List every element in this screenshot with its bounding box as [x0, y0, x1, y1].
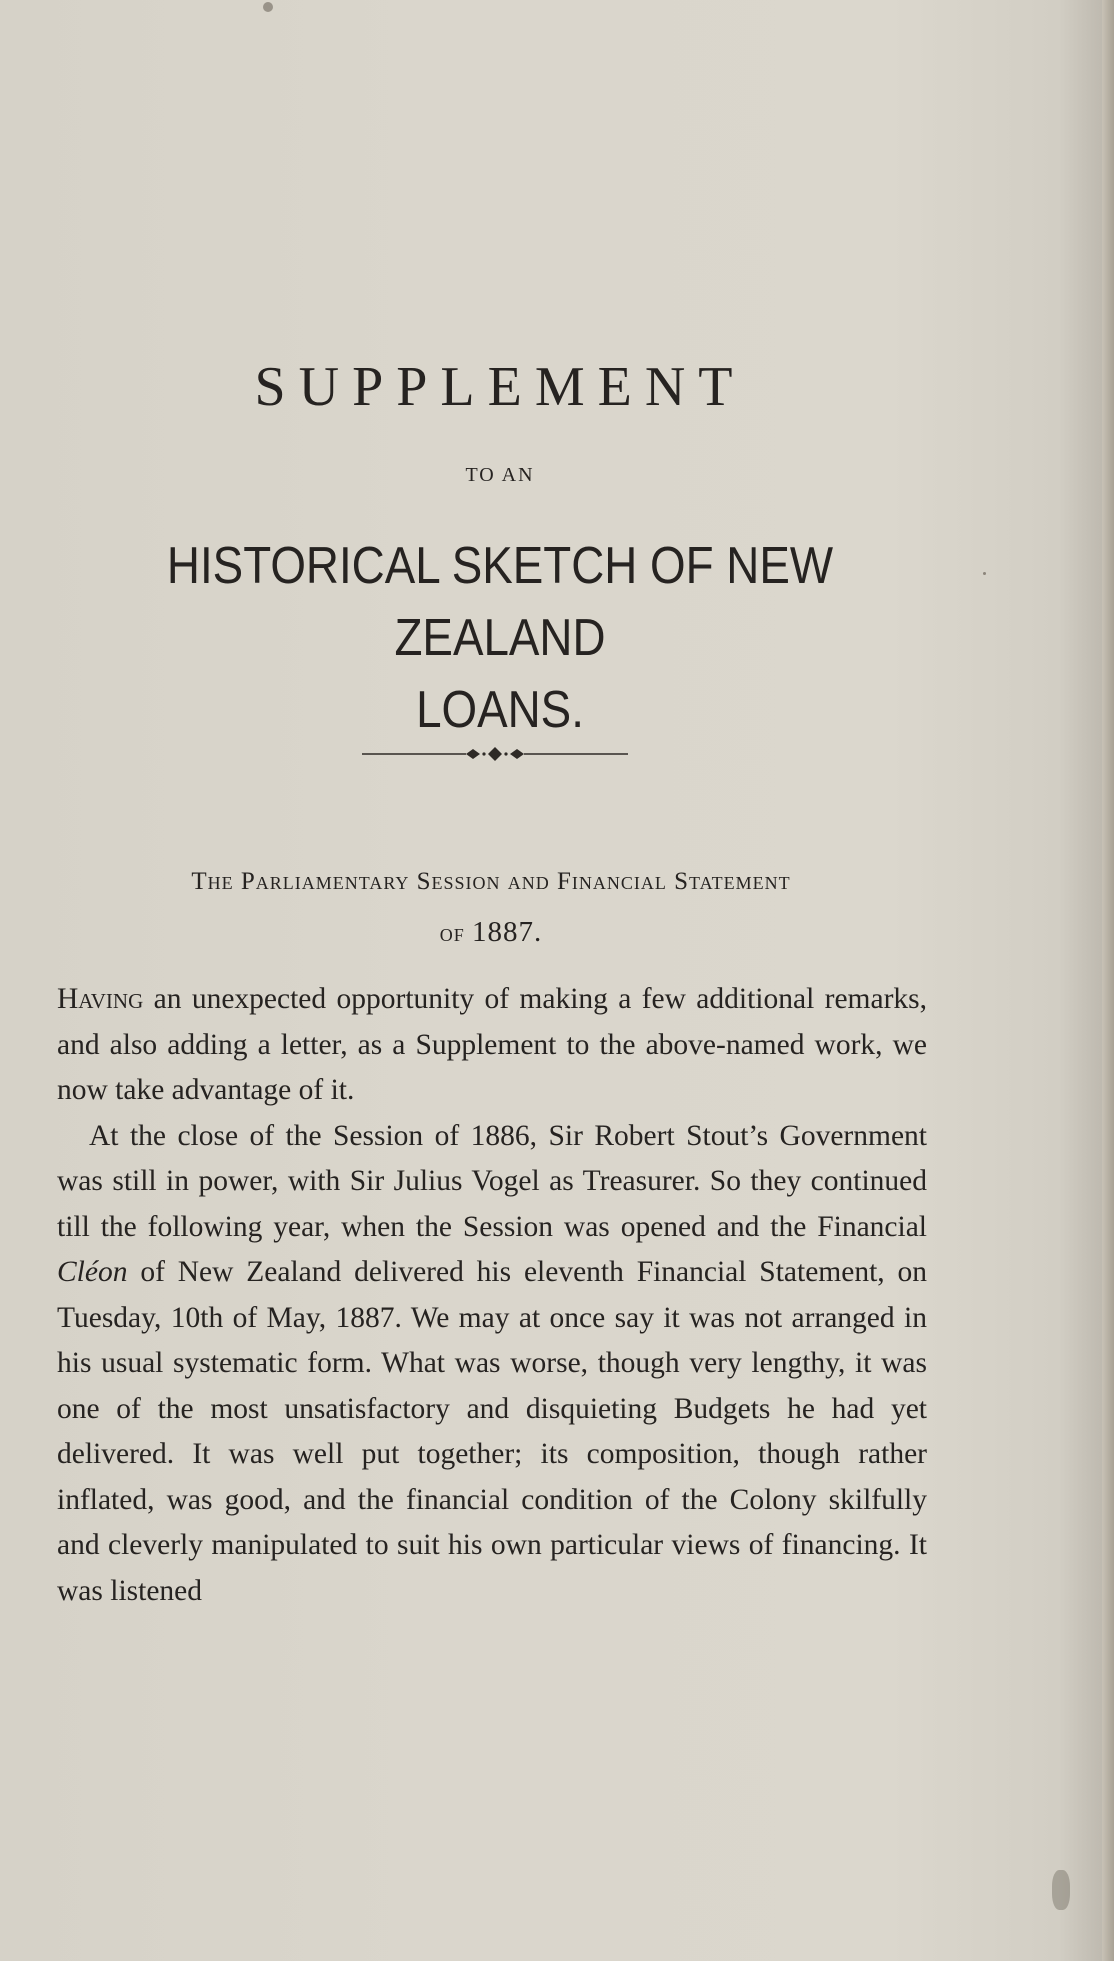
- paragraph-2-text-b: of New Zealand delivered his eleventh Financial Statement, on Tuesday, 10th of May, 1887. We may at once say it was not arranged in his usual systematic form. What was worse, though very lengthy, it was one of the most unsatisfactory and disquieting Budgets he had yet delivered. It was well put together; its composition, though rather inflated, was good, and the financial condition of the Colony skilfully and cleverly manipulated to suit his own particular views of financing. It was listened: [57, 1256, 927, 1607]
- paragraph-1-lead: Having: [57, 983, 144, 1015]
- paper-speck: [983, 572, 986, 575]
- section-heading-year: 1887.: [472, 916, 543, 948]
- paper-stain: [1052, 1870, 1070, 1910]
- paragraph-2-italic: Cléon: [57, 1256, 128, 1288]
- paragraph-2: [57, 1114, 927, 1615]
- paper-speck: [263, 2, 273, 12]
- paragraph-1: [57, 977, 927, 1114]
- section-heading-of: of: [439, 920, 465, 947]
- page-title: SUPPLEMENT: [254, 356, 746, 418]
- title-connector: TO AN: [465, 464, 535, 486]
- page-subtitle: [86, 530, 913, 746]
- paragraph-2-text-a: At the close of the Session of 1886, Sir Robert Stout’s Government was still in power, with Sir Julius Vogel as Treasurer. So they continued till the following year, when the Session was opened and the Financial: [57, 1119, 927, 1243]
- section-heading: [52, 857, 930, 959]
- subtitle-line-1: HISTORICAL SKETCH OF NEW ZEALAND: [166, 537, 834, 667]
- section-heading-line-2: [52, 907, 930, 959]
- ornamental-rule: [362, 742, 628, 766]
- paragraph-1-text: an unexpected opportunity of making a few additional remarks, and also adding a letter, as a Supplement to the above-named work, we now take advantage of it.: [57, 983, 928, 1106]
- page-edge: [1102, 0, 1114, 1961]
- section-heading-line-1: The Parliamentary Session and Financial Statement: [191, 868, 791, 895]
- subtitle-line-2: LOANS.: [416, 681, 584, 739]
- body-text: [57, 977, 927, 1614]
